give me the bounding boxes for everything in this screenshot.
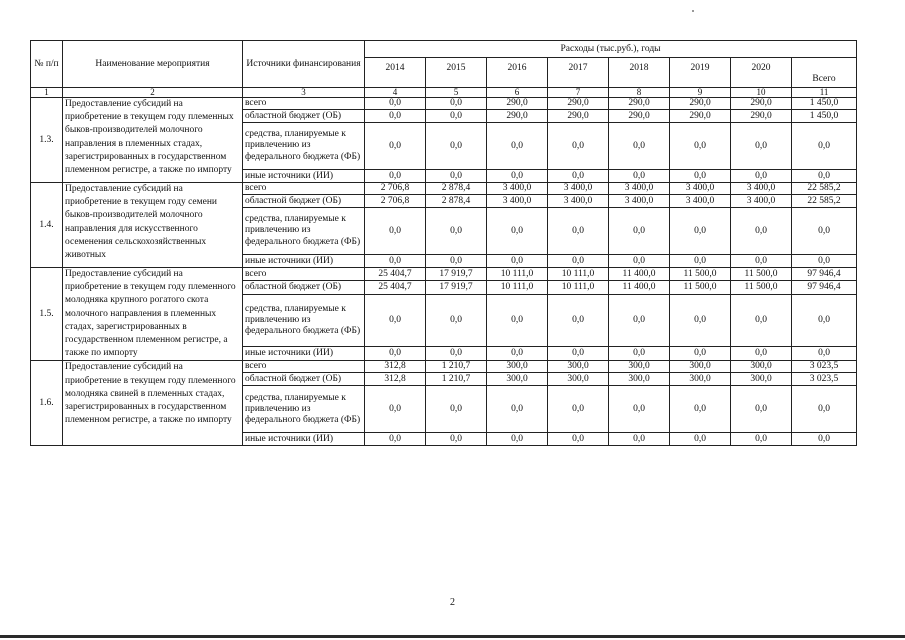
year-value: 0,0 [548, 386, 609, 433]
total-value: 1 450,0 [792, 98, 857, 110]
header-num: № п/п [31, 41, 63, 88]
year-value: 0,0 [609, 433, 670, 446]
page-number: 2 [450, 597, 455, 608]
year-value: 300,0 [548, 361, 609, 373]
total-value: 3 023,5 [792, 373, 857, 386]
row-index: 1.3. [31, 98, 63, 183]
total-value: 0,0 [792, 433, 857, 446]
column-number: 8 [609, 88, 670, 98]
year-value: 2 706,8 [365, 183, 426, 195]
year-value: 0,0 [365, 255, 426, 268]
year-value: 0,0 [670, 170, 731, 183]
budget-table [30, 40, 857, 446]
year-value: 0,0 [609, 255, 670, 268]
column-number: 4 [365, 88, 426, 98]
year-value: 0,0 [731, 170, 792, 183]
year-value: 300,0 [487, 361, 548, 373]
year-value: 312,8 [365, 373, 426, 386]
year-value: 0,0 [609, 295, 670, 347]
year-value: 0,0 [426, 123, 487, 170]
year-value: 0,0 [548, 170, 609, 183]
year-value: 0,0 [426, 386, 487, 433]
column-number: 10 [731, 88, 792, 98]
year-value: 3 400,0 [609, 195, 670, 208]
year-value: 0,0 [731, 433, 792, 446]
year-value: 0,0 [670, 123, 731, 170]
year-value: 0,0 [365, 433, 426, 446]
year-value: 10 111,0 [487, 268, 548, 281]
measure-name: Предоставление субсидий на приобретение в текущем году семени быков-производителей молочного направления для искусственного осеменения сельскохозяйственных животных [63, 183, 243, 268]
year-value: 3 400,0 [548, 195, 609, 208]
table-body [31, 98, 857, 446]
year-value: 0,0 [670, 295, 731, 347]
year-value: 300,0 [609, 373, 670, 386]
total-value: 22 585,2 [792, 195, 857, 208]
measure-name: Предоставление субсидий на приобретение в текущем году племенного молодняка свиней в племенных стадах, зарегистрированных в государственном племенном регистре, а также по импорту [63, 361, 243, 446]
year-value: 0,0 [548, 255, 609, 268]
total-value: 0,0 [792, 347, 857, 361]
column-number: 7 [548, 88, 609, 98]
year-value: 300,0 [609, 361, 670, 373]
funding-source-federal: средства, планируемые к привлечению из федерального бюджета (ФБ) [243, 386, 365, 433]
year-value: 0,0 [487, 295, 548, 347]
funding-source-all: всего [243, 183, 365, 195]
year-value: 0,0 [548, 295, 609, 347]
year-value: 3 400,0 [548, 183, 609, 195]
year-value: 10 111,0 [548, 268, 609, 281]
year-value: 2 706,8 [365, 195, 426, 208]
year-value: 25 404,7 [365, 281, 426, 295]
measure-name: Предоставление субсидий на приобретение в текущем году племенного молодняка крупного рогатого скота молочного направления в племенных стадах, зарегистрированных в государственном племенном регистре, а также по импорту [63, 268, 243, 361]
year-value: 1 210,7 [426, 361, 487, 373]
year-value: 0,0 [670, 386, 731, 433]
total-value: 0,0 [792, 170, 857, 183]
year-value: 0,0 [426, 170, 487, 183]
year-value: 300,0 [731, 373, 792, 386]
year-value: 3 400,0 [731, 195, 792, 208]
year-value: 0,0 [731, 347, 792, 361]
measure-name: Предоставление субсидий на приобретение в текущем году племенных быков-производителей молочного направления в племенных стадах, зарегистрированных в государственном племенном регистре, а также по импорту [63, 98, 243, 183]
year-value: 0,0 [426, 98, 487, 110]
year-value: 0,0 [426, 347, 487, 361]
header-year: 2018 [609, 58, 670, 88]
year-value: 3 400,0 [609, 183, 670, 195]
year-value: 1 210,7 [426, 373, 487, 386]
funding-source-regional: областной бюджет (ОБ) [243, 373, 365, 386]
column-number: 3 [243, 88, 365, 98]
year-value: 0,0 [731, 123, 792, 170]
column-number: 5 [426, 88, 487, 98]
year-value: 0,0 [365, 208, 426, 255]
funding-source-other: иные источники (ИИ) [243, 347, 365, 361]
year-value: 0,0 [365, 295, 426, 347]
year-value: 290,0 [731, 110, 792, 123]
year-value: 11 500,0 [731, 281, 792, 295]
row-index: 1.4. [31, 183, 63, 268]
year-value: 10 111,0 [548, 281, 609, 295]
table-row [31, 98, 857, 110]
total-value: 0,0 [792, 123, 857, 170]
total-value: 97 946,4 [792, 268, 857, 281]
year-value: 290,0 [487, 110, 548, 123]
year-value: 300,0 [670, 361, 731, 373]
year-value: 0,0 [365, 386, 426, 433]
year-value: 0,0 [731, 208, 792, 255]
year-value: 0,0 [548, 433, 609, 446]
year-value: 290,0 [487, 98, 548, 110]
total-value: 0,0 [792, 255, 857, 268]
year-value: 300,0 [487, 373, 548, 386]
year-value: 0,0 [731, 255, 792, 268]
year-value: 0,0 [487, 255, 548, 268]
year-value: 300,0 [548, 373, 609, 386]
header-year: 2020 [731, 58, 792, 88]
year-value: 0,0 [426, 110, 487, 123]
year-value: 3 400,0 [670, 183, 731, 195]
year-value: 0,0 [365, 347, 426, 361]
header-sources: Источники финансирования [243, 41, 365, 88]
year-value: 0,0 [731, 386, 792, 433]
year-value: 0,0 [548, 347, 609, 361]
year-value: 290,0 [548, 110, 609, 123]
year-value: 300,0 [670, 373, 731, 386]
header-year: 2014 [365, 58, 426, 88]
year-value: 0,0 [731, 295, 792, 347]
total-value: 3 023,5 [792, 361, 857, 373]
column-number: 9 [670, 88, 731, 98]
year-value: 3 400,0 [731, 183, 792, 195]
column-number: 1 [31, 88, 63, 98]
header-year: 2016 [487, 58, 548, 88]
year-value: 0,0 [426, 433, 487, 446]
year-value: 0,0 [609, 347, 670, 361]
table-row [31, 268, 857, 281]
table-row [31, 183, 857, 195]
year-value: 290,0 [670, 98, 731, 110]
column-number: 6 [487, 88, 548, 98]
year-value: 0,0 [426, 295, 487, 347]
year-value: 312,8 [365, 361, 426, 373]
year-value: 0,0 [487, 433, 548, 446]
total-value: 0,0 [792, 386, 857, 433]
year-value: 290,0 [548, 98, 609, 110]
column-number: 2 [63, 88, 243, 98]
year-value: 0,0 [609, 123, 670, 170]
year-value: 0,0 [365, 110, 426, 123]
funding-source-regional: областной бюджет (ОБ) [243, 110, 365, 123]
scan-edge [0, 635, 905, 638]
header-year: 2015 [426, 58, 487, 88]
year-value: 290,0 [731, 98, 792, 110]
row-index: 1.5. [31, 268, 63, 361]
header-total: Всего [792, 58, 857, 88]
year-value: 0,0 [609, 170, 670, 183]
year-value: 290,0 [609, 98, 670, 110]
year-value: 0,0 [426, 208, 487, 255]
header-year: 2019 [670, 58, 731, 88]
year-value: 0,0 [487, 208, 548, 255]
total-value: 0,0 [792, 295, 857, 347]
scan-speck [692, 10, 694, 12]
year-value: 0,0 [670, 255, 731, 268]
year-value: 2 878,4 [426, 183, 487, 195]
year-value: 10 111,0 [487, 281, 548, 295]
year-value: 290,0 [609, 110, 670, 123]
year-value: 11 500,0 [731, 268, 792, 281]
year-value: 25 404,7 [365, 268, 426, 281]
year-value: 0,0 [487, 170, 548, 183]
year-value: 0,0 [670, 347, 731, 361]
year-value: 0,0 [487, 123, 548, 170]
funding-source-federal: средства, планируемые к привлечению из федерального бюджета (ФБ) [243, 208, 365, 255]
table-row [31, 361, 857, 373]
total-value: 97 946,4 [792, 281, 857, 295]
total-value: 0,0 [792, 208, 857, 255]
year-value: 11 400,0 [609, 268, 670, 281]
funding-source-regional: областной бюджет (ОБ) [243, 195, 365, 208]
year-value: 0,0 [670, 208, 731, 255]
header-name: Наименование мероприятия [63, 41, 243, 88]
year-value: 17 919,7 [426, 281, 487, 295]
funding-source-other: иные источники (ИИ) [243, 433, 365, 446]
year-value: 0,0 [487, 386, 548, 433]
header-year: 2017 [548, 58, 609, 88]
year-value: 11 500,0 [670, 268, 731, 281]
funding-source-other: иные источники (ИИ) [243, 170, 365, 183]
row-index: 1.6. [31, 361, 63, 446]
header-expenses: Расходы (тыс.руб.), годы [365, 41, 857, 58]
year-value: 0,0 [487, 347, 548, 361]
year-value: 300,0 [731, 361, 792, 373]
year-value: 0,0 [365, 170, 426, 183]
year-value: 3 400,0 [670, 195, 731, 208]
year-value: 290,0 [670, 110, 731, 123]
column-number-row [31, 88, 857, 98]
year-value: 3 400,0 [487, 195, 548, 208]
year-value: 11 400,0 [609, 281, 670, 295]
funding-source-all: всего [243, 361, 365, 373]
year-value: 0,0 [670, 433, 731, 446]
header-row-main [31, 41, 857, 58]
year-value: 0,0 [548, 123, 609, 170]
funding-source-regional: областной бюджет (ОБ) [243, 281, 365, 295]
year-value: 0,0 [365, 123, 426, 170]
funding-source-federal: средства, планируемые к привлечению из федерального бюджета (ФБ) [243, 295, 365, 347]
year-value: 0,0 [426, 255, 487, 268]
year-value: 17 919,7 [426, 268, 487, 281]
year-value: 0,0 [548, 208, 609, 255]
column-number: 11 [792, 88, 857, 98]
year-value: 2 878,4 [426, 195, 487, 208]
funding-source-other: иные источники (ИИ) [243, 255, 365, 268]
funding-source-all: всего [243, 98, 365, 110]
funding-source-federal: средства, планируемые к привлечению из федерального бюджета (ФБ) [243, 123, 365, 170]
total-value: 22 585,2 [792, 183, 857, 195]
year-value: 0,0 [609, 208, 670, 255]
funding-source-all: всего [243, 268, 365, 281]
year-value: 11 500,0 [670, 281, 731, 295]
total-value: 1 450,0 [792, 110, 857, 123]
year-value: 3 400,0 [487, 183, 548, 195]
year-value: 0,0 [365, 98, 426, 110]
year-value: 0,0 [609, 386, 670, 433]
